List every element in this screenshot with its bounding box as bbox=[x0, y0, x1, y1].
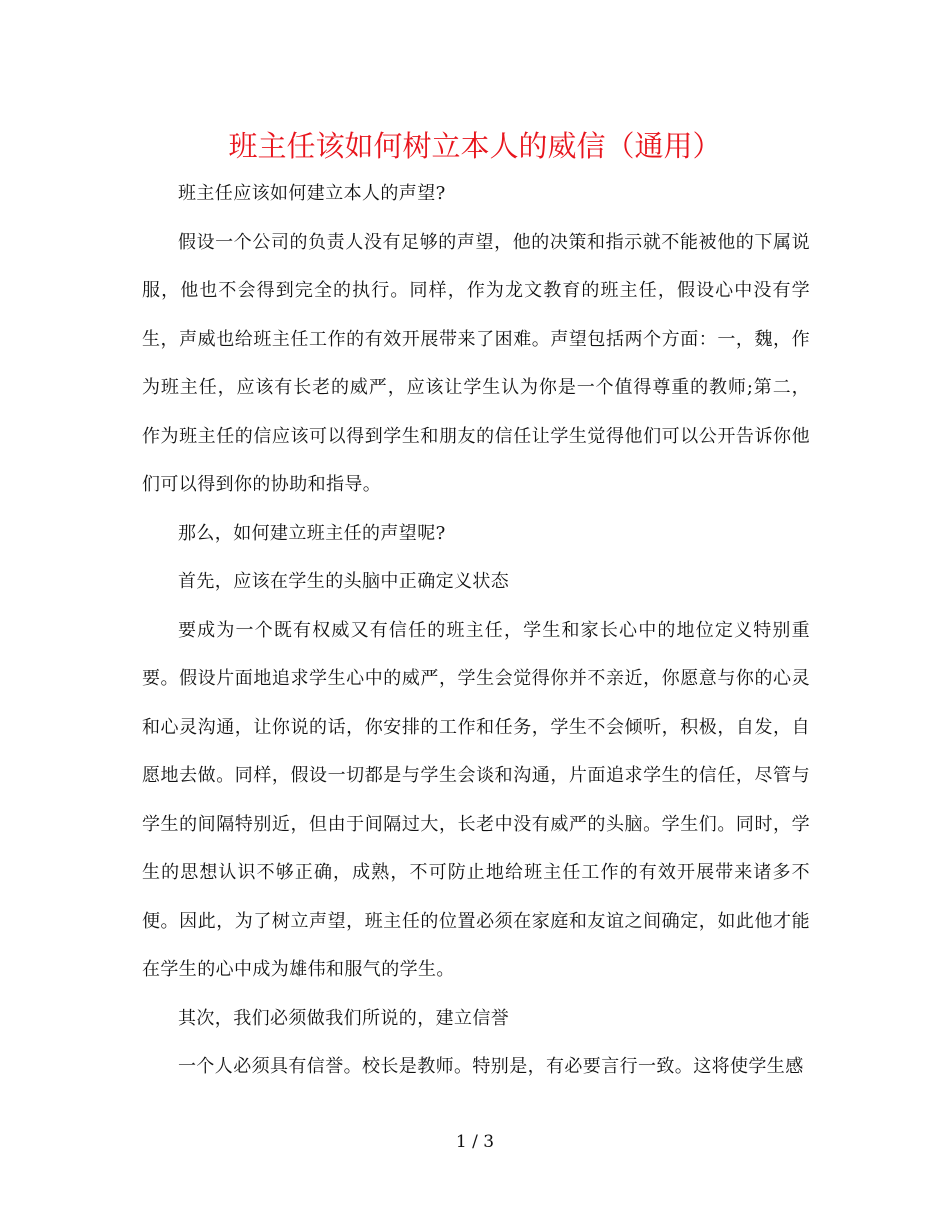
paragraph: 班主任应该如何建立本人的声望? bbox=[178, 183, 446, 204]
paragraph: 要成为一个既有权威又有信任的班主任，学生和家长心中的地位定义特别重要。假设片面地追求学生心中的威严，学生会觉得你并不亲近，你愿意与你的心灵和心灵沟通，让你说的话，你安排的工作和任务，学生不会倾听，积极，自发，自愿地去做。同样，假设一切都是与学生会谈和沟通，片面追求学生的信任，尽管与学生的间隔特别近，但由于间隔过大，长老中没有威严的头脑。学生们。同时，学生的思想认识不够正确，成熟，不可防止地给班主任工作的有效开展带来诸多不便。因此，为了树立声望，班主任的位置必须在家庭和友谊之间确定，如此他才能在学生的心中成为雄伟和服气的学生。 bbox=[142, 619, 810, 980]
document-body bbox=[142, 170, 810, 1092]
paragraph: 那么，如何建立班主任的声望呢? bbox=[178, 522, 446, 544]
paragraph: 首先，应该在学生的头脑中正确定义状态 bbox=[178, 571, 510, 592]
page-number: 1 / 3 bbox=[455, 1132, 495, 1152]
paragraph: 其次，我们必须做我们所说的，建立信誉 bbox=[178, 1007, 510, 1029]
paragraph: 一个人必须具有信誉。校长是教师。特别是，有必要言行一致。这将使学生感 bbox=[178, 1056, 804, 1077]
document-title: 班主任该如何树立本人的威信（通用） bbox=[228, 129, 722, 163]
paragraph: 假设一个公司的负责人没有足够的声望，他的决策和指示就不能被他的下属说服，他也不会得到完全的执行。同样，作为龙文教育的班主任，假设心中没有学生，声威也给班主任工作的有效开展带来了困难。声望包括两个方面：一，魏，作为班主任，应该有长老的威严，应该让学生认为你是一个值得尊重的教师;第二，作为班主任的信应该可以得到学生和朋友的信任让学生觉得他们可以公开告诉你他们可以得到你的协助和指导。 bbox=[142, 231, 810, 495]
